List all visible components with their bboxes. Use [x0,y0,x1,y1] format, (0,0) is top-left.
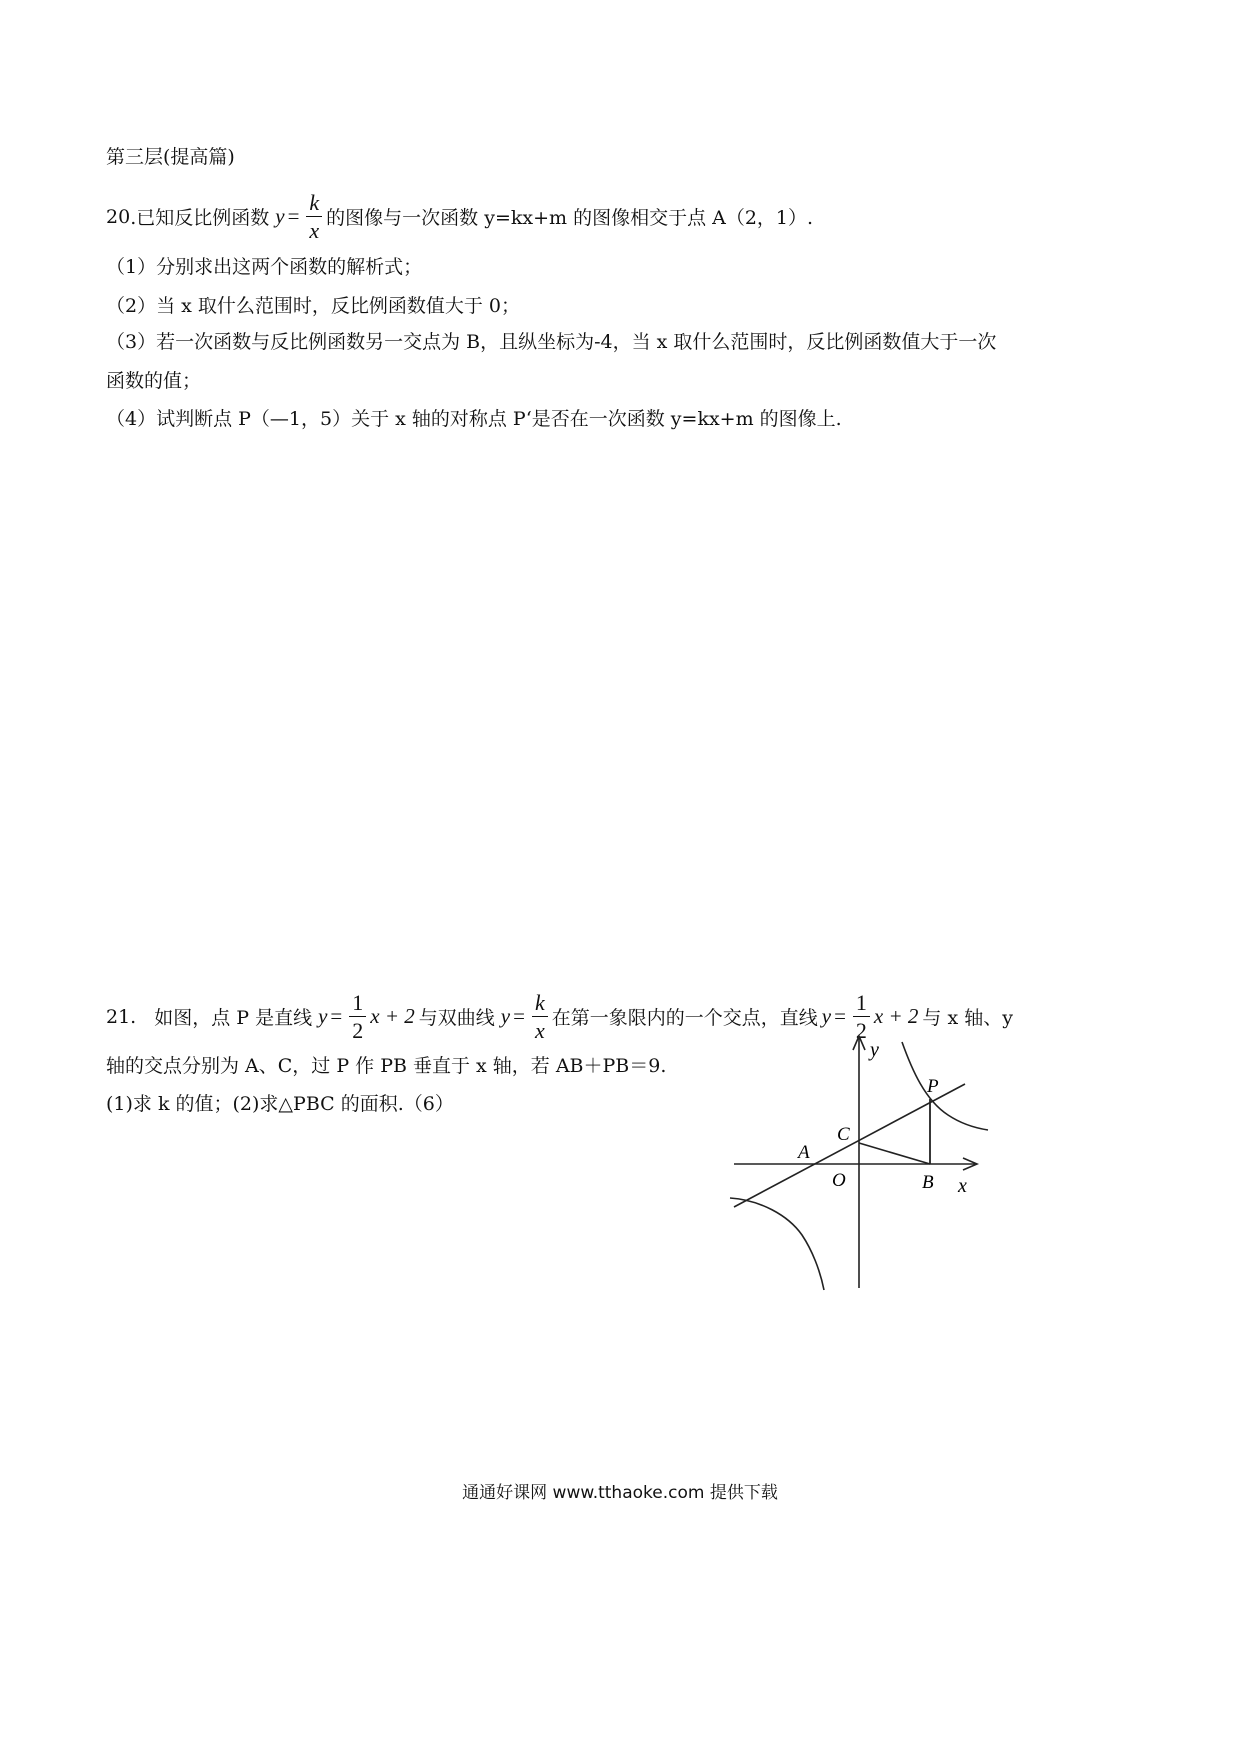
q21-line-fraction-num: 1 [349,990,366,1017]
label-o: O [832,1170,846,1191]
q21-figure [720,1030,1010,1295]
label-p: P [927,1076,939,1097]
q21-text-2: 与双曲线 [418,1007,495,1030]
label-b: B [922,1172,934,1193]
label-x: x [958,1175,967,1197]
q20-fraction [306,190,322,244]
q20-formula-y: y [275,204,285,229]
q21-line-2: 轴的交点分别为 A、C，过 P 作 PB 垂直于 x 轴，若 AB＋PB＝9. [106,1055,667,1077]
q21-line-tail: x + 2 [370,1004,415,1029]
q20-part-4: （4）试判断点 P（—1，5）关于 x 轴的对称点 P‘是否在一次函数 y=kx+m 的图像上. [106,408,842,430]
section-title: 第三层(提高篇) [106,146,235,168]
label-c: C [837,1124,850,1145]
hyperbola-branch-q1 [902,1042,988,1130]
page-footer: 通通好课网 www.tthaoke.com 提供下载 [462,1483,778,1503]
q20-formula [275,190,326,244]
q21-text-4: 与 x 轴、y [922,1007,1013,1030]
q20-number: 20 [106,205,131,228]
q20-stem [106,190,813,244]
q21-hyp-fraction [532,990,548,1044]
q21-line-eq: = [330,1004,343,1029]
q21-text-3: 在第一象限内的一个交点，直线 [551,1007,818,1030]
q21-number: 21. [106,1005,137,1028]
q21-line2-fraction-den: 2 [855,1018,867,1044]
q21-line-formula [318,990,415,1044]
q21-line2-eq: = [834,1004,846,1029]
q21-line-fraction-den: 2 [352,1018,364,1044]
q21-hyp-y: y [500,1004,511,1029]
q21-hyp-fraction-num: k [532,990,548,1017]
q20-part-2: （2）当 x 取什么范围时，反比例函数值大于 0； [106,295,521,317]
q21-hyp-fraction-den: x [534,1018,545,1044]
q20-fraction-den: x [309,218,320,244]
q20-formula-eq: = [287,204,300,229]
q20-prefix: .已知反比例函数 [130,207,270,230]
q21-line2-tail: x + 2 [873,1004,919,1029]
q21-hyperbola-formula [501,990,552,1044]
q21-text-1: 如图，点 P 是直线 [154,1007,313,1030]
label-a: A [798,1142,810,1163]
q20-part-3: （3）若一次函数与反比例函数另一交点为 B，且纵坐标为-4，当 x 取什么范围时，反比例函数值大于一次 [106,331,997,353]
q20-suffix: 的图像与一次函数 y=kx+m 的图像相交于点 A（2，1）. [326,207,814,230]
hyperbola-branch-q3 [730,1198,824,1290]
label-y: y [870,1039,879,1061]
q20-part-1: （1）分别求出这两个函数的解析式； [106,256,423,278]
q21-line2-fraction-num: 1 [853,990,870,1017]
q21-line-fraction [349,990,366,1044]
q21-line2-y: y [821,1004,832,1029]
q20-part-3-cont: 函数的值； [106,370,202,392]
q21-line-3: (1)求 k 的值；(2)求△PBC 的面积.（6） [106,1093,454,1115]
q21-line-y: y [318,1004,328,1029]
q20-fraction-num: k [306,190,322,217]
segment-bc [859,1143,930,1164]
q21-hyp-eq: = [513,1004,525,1029]
